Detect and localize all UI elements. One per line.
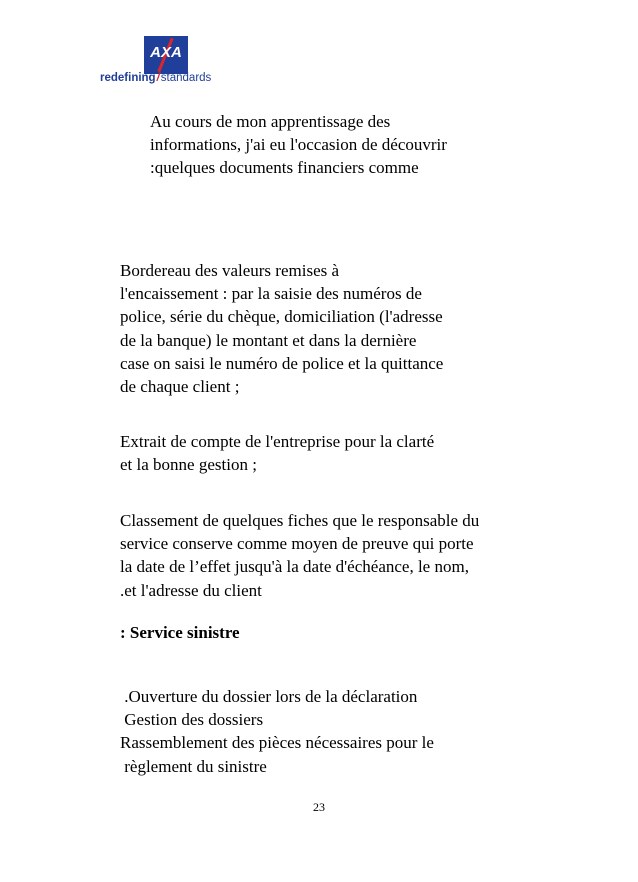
paragraph-line: règlement du sinistre [120,756,267,776]
intro-line: Au cours de mon apprentissage des [150,112,391,131]
axa-logo [100,30,230,86]
paragraph-line: .et l'adresse du client [120,580,262,600]
paragraph-line: Bordereau des valeurs remises à [120,261,340,280]
paragraph-line: Gestion des dossiers [120,710,264,730]
paragraph-line: police, série du chèque, domiciliation (l'adresse [120,307,443,327]
intro-line: :quelques documents financiers comme [150,158,419,178]
paragraph-line: et la bonne gestion ; [120,455,257,475]
tagline-separator: / [156,72,160,84]
paragraph-line: Rassemblement des pièces nécessaires pour le [120,733,434,753]
intro-line: informations, j'ai eu l'occasion de découvrir [150,135,447,155]
axa-logo-mark [144,36,188,74]
page-number: 23 [313,800,325,814]
tagline-part2: standards [160,72,212,84]
paragraph-line: Extrait de compte de l'entreprise pour la clarté [120,432,435,451]
paragraph-line: Classement de quelques fiches que le responsable du [120,511,480,530]
paragraph-line: service conserve comme moyen de preuve qui porte [120,534,474,554]
paragraph-line: case on saisi le numéro de police et la quittance [120,353,444,373]
paragraph-bordereau [120,259,443,398]
paragraph-line: la date de l’effet jusqu'à la date d'échéance, le nom, [120,557,469,577]
paragraph-sinistre [120,685,434,778]
paragraph-line: l'encaissement : par la saisie des numéros de [120,284,422,304]
section-heading-sinistre: : Service sinistre [120,623,240,642]
intro-paragraph [150,110,447,180]
paragraph-classement [120,509,479,602]
logo-tagline [100,72,211,84]
paragraph-line: de la banque) le montant et dans la dernière [120,330,417,350]
paragraph-extrait [120,430,434,476]
logo-brand: AXA [150,44,182,61]
paragraph-line: de chaque client ; [120,376,240,396]
paragraph-line: .Ouverture du dossier lors de la déclaration [120,687,418,706]
tagline-part1: redefining [100,72,156,84]
